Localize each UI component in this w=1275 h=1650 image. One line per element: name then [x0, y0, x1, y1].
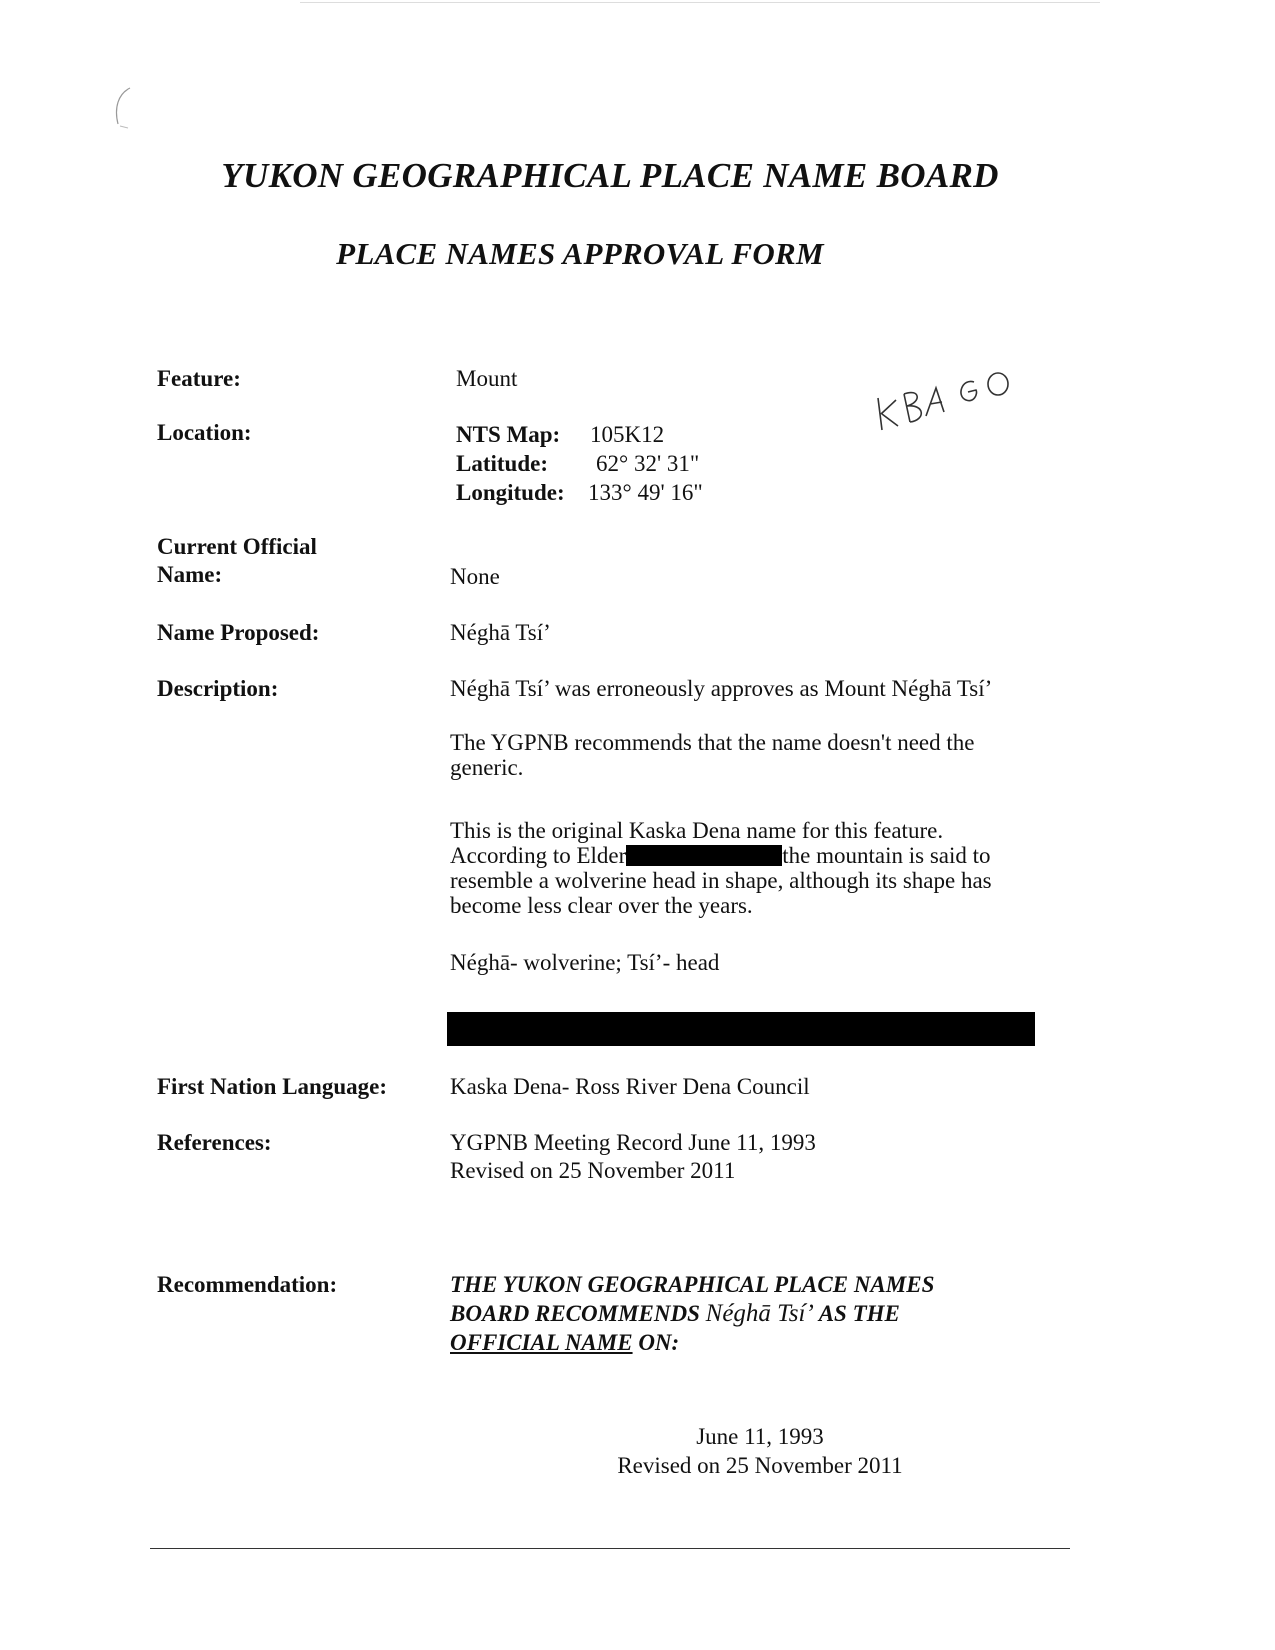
recommendation-official-name: OFFICIAL NAME: [450, 1330, 633, 1355]
nts-map-label: NTS Map:: [456, 422, 561, 447]
name-proposed-value: Néghā Tsí’: [450, 620, 551, 645]
approval-dates: [580, 1422, 940, 1480]
footer-rule: [150, 1548, 1070, 1549]
approval-date-1: June 11, 1993: [696, 1424, 824, 1449]
language-label: First Nation Language:: [157, 1074, 387, 1099]
location-label: Location:: [157, 420, 252, 445]
approval-date-2: Revised on 25 November 2011: [617, 1453, 903, 1478]
description-paragraph-3-before: According to Elder: [450, 843, 627, 868]
longitude-label: Longitude:: [456, 480, 565, 505]
description-paragraph-3-after: the mountain is said to resemble a wolverine head in shape, although its shape has become less clear over the years.: [450, 843, 992, 918]
scan-pencil-mark: [108, 84, 148, 134]
description-label: Description:: [157, 676, 279, 701]
feature-label: Feature:: [157, 366, 241, 391]
form-subtitle: PLACE NAMES APPROVAL FORM: [336, 236, 824, 271]
language-value: Kaska Dena- Ross River Dena Council: [450, 1074, 810, 1099]
name-proposed-label: Name Proposed:: [157, 620, 320, 645]
handwritten-note: [870, 370, 1020, 440]
scan-edge: [300, 2, 1100, 3]
recommendation-line1: THE YUKON GEOGRAPHICAL PLACE NAMES: [450, 1272, 935, 1297]
recommendation-text: [450, 1270, 934, 1357]
current-official-label-line2: Name:: [157, 562, 223, 587]
form-title: YUKON GEOGRAPHICAL PLACE NAME BOARD: [221, 156, 999, 195]
description-paragraph-3: [450, 818, 1050, 918]
description-paragraph-2: The YGPNB recommends that the name doesn't need the generic.: [450, 730, 975, 780]
description-paragraph-1: Néghā Tsí’ was erroneously approves as Mount Néghā Tsí’: [450, 676, 993, 701]
latitude-value: 62° 32' 31": [596, 451, 700, 476]
feature-value: Mount: [456, 366, 518, 391]
recommendation-line2-pre: BOARD RECOMMENDS: [450, 1301, 700, 1326]
longitude-value: 133° 49' 16": [588, 480, 703, 505]
recommendation-line2: [450, 1299, 934, 1328]
recommendation-label: Recommendation:: [157, 1272, 338, 1297]
current-official-value: None: [450, 564, 500, 589]
references-line1: YGPNB Meeting Record June 11, 1993: [450, 1130, 816, 1155]
latitude-label: Latitude:: [456, 451, 548, 476]
recommendation-line3: [450, 1328, 934, 1357]
description-paragraph-4: Néghā- wolverine; Tsí’- head: [450, 950, 720, 975]
current-official-label-line1: Current Official: [157, 534, 317, 559]
references-label: References:: [157, 1130, 272, 1155]
recommendation-name: Néghā Tsí’: [705, 1300, 814, 1327]
nts-map-value: 105K12: [590, 422, 665, 447]
redaction-bar: [626, 845, 782, 866]
description-paragraph-3-line1: This is the original Kaska Dena name for this feature.: [450, 818, 944, 843]
recommendation-line2-post: AS THE: [818, 1301, 900, 1326]
recommendation-line3-post: ON:: [638, 1330, 680, 1355]
references-line2: Revised on 25 November 2011: [450, 1158, 736, 1183]
redaction-block: [447, 1012, 1035, 1046]
